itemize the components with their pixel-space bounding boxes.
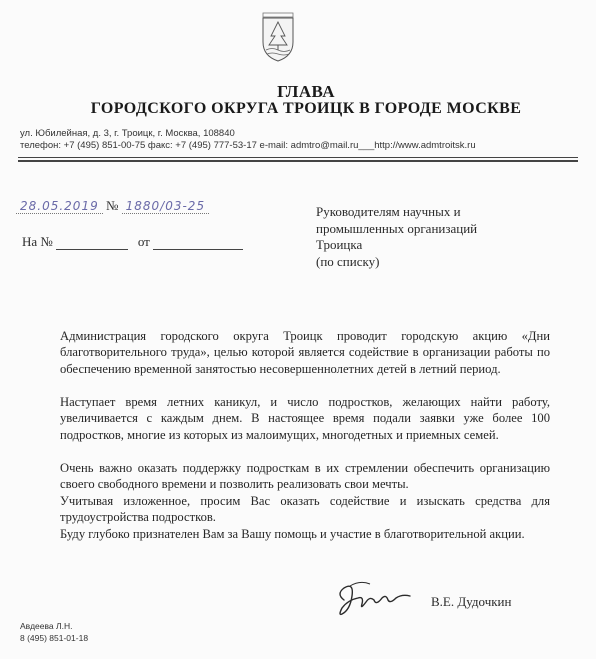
recipient-block <box>316 204 477 270</box>
letterhead-subtitle: ГОРОДСКОГО ОКРУГА ТРОИЦК В ГОРОДЕ МОСКВЕ <box>90 100 522 117</box>
body-paragraph: Администрация городского округа Троицк проводит городскую акцию «Дни благотворительного труда», целью которой является содействие в организации работы по обеспечению временной занятостью несовершеннолетних детей в летний период. <box>60 329 550 376</box>
letterhead-contacts: телефон: +7 (495) 851-00-75 факс: +7 (495) 777-53-17 e-mail: admtro@mail.ru___http://www.admtroitsk.ru <box>20 140 476 151</box>
body-paragraph: Буду глубоко признателен Вам за Вашу помощь и участие в благотворительной акции. <box>60 527 525 541</box>
recipient-line: (по списку) <box>316 253 380 269</box>
handwritten-signature <box>330 572 425 622</box>
registration-number-label: № <box>105 198 119 213</box>
registration-date: 28.05.2019 <box>16 199 103 214</box>
signer-name: В.Е. Дудочкин <box>431 594 512 609</box>
coat-of-arms-icon <box>260 12 296 62</box>
letterhead-address: ул. Юбилейная, д. 3, г. Троицк, г. Москва, 108840 <box>20 128 235 139</box>
executor-info <box>20 620 88 644</box>
body-paragraph: Очень важно оказать поддержку подросткам в их стремлении обеспечить организацию своего свободного времени и позволить реализовать свои мечты. <box>60 461 550 492</box>
body-paragraph: Учитывая изложенное, просим Вас оказать содействие и изыскать средства для трудоустройства подростков. <box>60 494 550 525</box>
reference-date-blank <box>153 237 243 250</box>
recipient-line: Руководителям научных и <box>316 204 461 219</box>
header-divider-thick <box>18 160 578 162</box>
registration-number: 1880/03-25 <box>122 199 209 214</box>
body-paragraph: Наступает время летних каникул, и число подростков, желающих найти работу, увеличивается с каждым днем. В настоящее время подали заявки уже более 100 подростков, многие из которых из малоимущих, многодетных и приемных семей. <box>60 395 550 442</box>
header-divider <box>18 157 578 158</box>
executor-name: Авдеева Л.Н. <box>20 621 73 631</box>
reference-line <box>22 234 243 250</box>
registration-line <box>16 198 209 214</box>
recipient-line: Троицка <box>316 237 363 252</box>
recipient-line: промышленных организаций <box>316 220 478 236</box>
executor-phone: 8 (495) 851-01-18 <box>20 633 89 643</box>
letterhead-title: ГЛАВА <box>277 82 335 101</box>
reference-number-blank <box>56 237 128 250</box>
reference-prefix: На № <box>22 234 53 249</box>
reference-from-label: от <box>137 234 150 249</box>
